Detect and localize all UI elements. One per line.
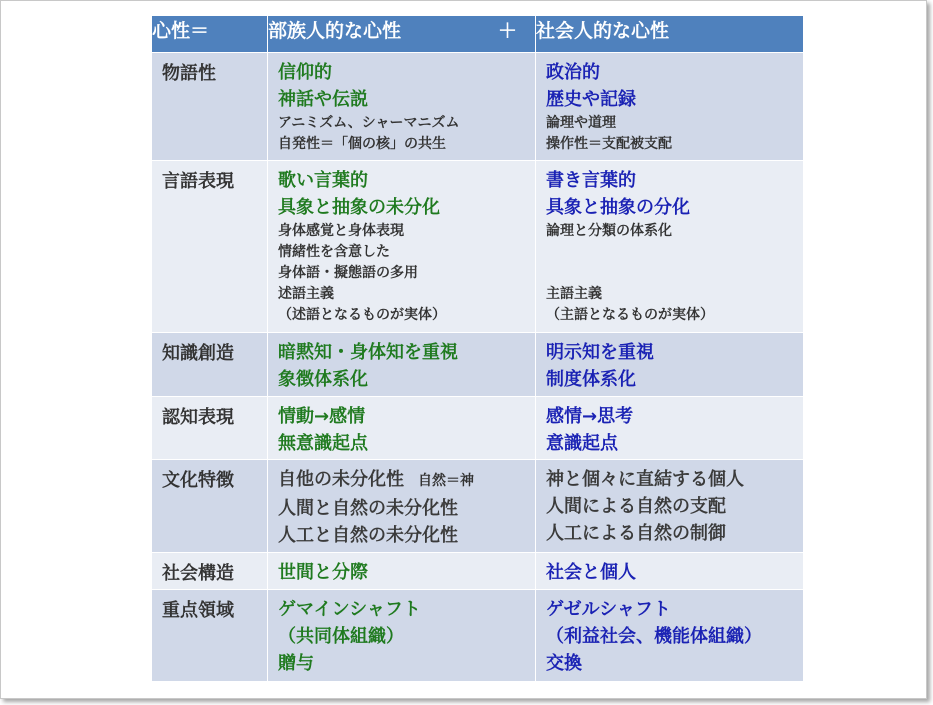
cell-text: 人工による自然の制御 (546, 523, 726, 544)
row-label: 物語性 (152, 53, 268, 161)
cell-text: 神と個々に直結する個人 (546, 469, 744, 490)
table-row (152, 460, 804, 553)
cell-text: ゲマインシャフト (278, 599, 421, 620)
header-col2 (268, 16, 536, 53)
header-col3: 社会人的な心性 (536, 16, 804, 53)
cell-note: 主語主義 (546, 286, 602, 302)
cell-note: 自発性＝「個の核」の共生 (278, 136, 446, 152)
cell-text: 交換 (546, 653, 582, 674)
cell-note: 述語主義 (278, 286, 334, 302)
cell-text: 神話や伝説 (278, 89, 368, 110)
cell-text: 人間と自然の未分化性 (278, 498, 458, 519)
cell-text: 制度体系化 (546, 369, 636, 390)
header-col2-label: 部族人的な心性 (268, 20, 402, 42)
tribal-cell (268, 460, 536, 553)
tribal-cell (268, 333, 536, 397)
social-cell (536, 397, 804, 460)
cell-text: 無意識起点 (278, 433, 368, 454)
cell-note: 論理や道理 (546, 115, 616, 131)
cell-note: 情緒性を含意した (278, 244, 390, 260)
header-row (152, 16, 804, 53)
cell-text: 世間と分際 (278, 562, 368, 583)
row-label: 言語表現 (152, 161, 268, 333)
cell-text: 社会と個人 (546, 562, 636, 583)
cell-text: 人間による自然の支配 (546, 496, 726, 517)
cell-spacer (546, 242, 803, 284)
table-row (152, 553, 804, 590)
cell-text: 明示知を重視 (546, 342, 654, 363)
row-label: 重点領域 (152, 590, 268, 682)
cell-note: （述語となるものが実体） (278, 307, 446, 323)
cell-text (278, 466, 535, 495)
cell-text: 書き言葉的 (546, 170, 636, 191)
cell-text-main: 自他の未分化性 (278, 469, 404, 490)
row-label: 文化特徴 (152, 460, 268, 553)
tribal-cell (268, 397, 536, 460)
social-cell (536, 460, 804, 553)
social-cell (536, 590, 804, 682)
cell-text: 信仰的 (278, 62, 332, 83)
social-cell (536, 161, 804, 333)
comparison-table (151, 15, 804, 682)
social-cell (536, 553, 804, 590)
cell-text: （共同体組織） (278, 626, 404, 647)
cell-text-note: 自然＝神 (418, 473, 474, 489)
cell-text: 具象と抽象の分化 (546, 197, 690, 218)
social-cell (536, 53, 804, 161)
cell-text: （利益社会、機能体組織） (546, 626, 762, 647)
row-label: 社会構造 (152, 553, 268, 590)
cell-text: 人工と自然の未分化性 (278, 525, 458, 546)
cell-note: 身体語・擬態語の多用 (278, 265, 418, 281)
tribal-cell (268, 161, 536, 333)
cell-text: ゲゼルシャフト (546, 599, 671, 620)
cell-text: 歴史や記録 (546, 89, 636, 110)
cell-note: 論理と分類の体系化 (546, 223, 672, 239)
header-col1: 心性＝ (152, 16, 268, 53)
table-row (152, 333, 804, 397)
cell-text: 政治的 (546, 62, 600, 83)
cell-note: 身体感覚と身体表現 (278, 223, 404, 239)
row-label: 認知表現 (152, 397, 268, 460)
cell-text: 情動→感情 (278, 406, 366, 427)
cell-note: アニミズム、シャーマニズム (278, 115, 460, 131)
cell-text: 意識起点 (546, 433, 618, 454)
cell-text: 歌い言葉的 (278, 170, 368, 191)
tribal-cell (268, 553, 536, 590)
cell-text: 暗黙知・身体知を重視 (278, 342, 458, 363)
cell-text: 贈与 (278, 653, 314, 674)
social-cell (536, 333, 804, 397)
row-label: 知識創造 (152, 333, 268, 397)
tribal-cell (268, 53, 536, 161)
table-row (152, 397, 804, 460)
cell-note: （主語となるものが実体） (546, 307, 714, 323)
table-row (152, 53, 804, 161)
table-row (152, 161, 804, 333)
cell-text: 感情→思考 (546, 406, 634, 427)
header-plus: ＋ (497, 20, 517, 42)
table-row (152, 590, 804, 682)
tribal-cell (268, 590, 536, 682)
cell-note: 操作性＝支配被支配 (546, 136, 672, 152)
cell-text: 具象と抽象の未分化 (278, 197, 440, 218)
cell-text: 象徴体系化 (278, 369, 368, 390)
